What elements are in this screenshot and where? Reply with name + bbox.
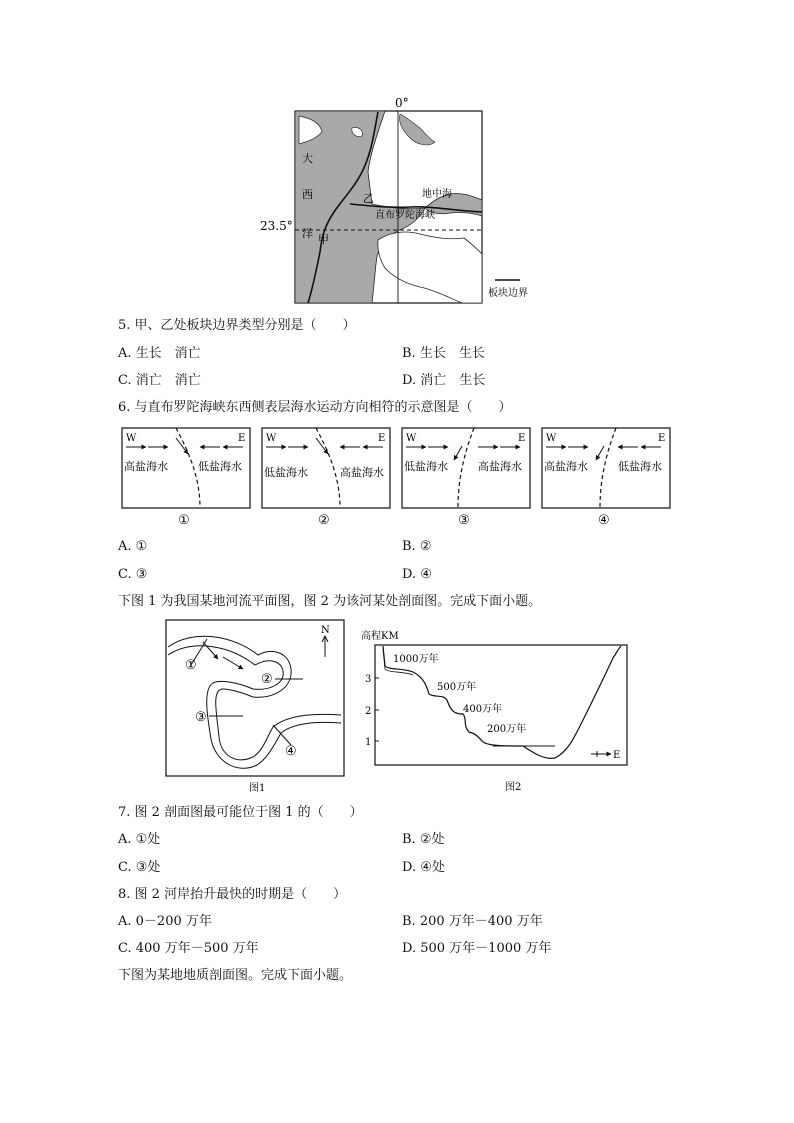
fig1-caption: 图1 bbox=[249, 783, 266, 794]
q7-option-d[interactable]: D. ④处 bbox=[402, 860, 445, 875]
q8-option-b[interactable]: B. 200 万年－400 万年 bbox=[402, 914, 543, 929]
panel2-w: W bbox=[266, 433, 277, 444]
panel4-right: 低盐海水 bbox=[618, 460, 662, 473]
panel1-left: 高盐海水 bbox=[124, 460, 168, 473]
q6-option-c[interactable]: C. ③ bbox=[118, 567, 148, 582]
q5-stem: 5. 甲、乙处板块边界类型分别是（ ） bbox=[118, 318, 356, 333]
panel2-num: ② bbox=[318, 513, 330, 528]
panel1-e: E bbox=[238, 433, 246, 444]
panel3-right: 高盐海水 bbox=[478, 460, 522, 473]
terrace-200: 200万年 bbox=[487, 724, 527, 735]
marker-2: ② bbox=[261, 672, 273, 687]
panel2-left: 低盐海水 bbox=[264, 466, 308, 479]
panel1-w: W bbox=[126, 433, 137, 444]
east-label: E bbox=[613, 750, 621, 761]
panel2-right: 高盐海水 bbox=[340, 466, 384, 479]
q8-stem: 8. 图 2 河岸抬升最快的时期是（ ） bbox=[118, 887, 347, 902]
panel1-num: ① bbox=[178, 513, 190, 528]
panel3-num: ③ bbox=[458, 513, 470, 528]
ocean-char-2: 西 bbox=[302, 188, 313, 201]
latitude-label: 23.5° bbox=[260, 219, 293, 233]
panel4-e: E bbox=[658, 433, 666, 444]
q8-option-d[interactable]: D. 500 万年－1000 万年 bbox=[402, 941, 552, 956]
river-plan-figure bbox=[163, 617, 348, 795]
river-profile-figure bbox=[355, 628, 635, 796]
marker-3: ③ bbox=[195, 710, 207, 725]
plate-boundary-map bbox=[250, 92, 550, 312]
q8-option-a[interactable]: A. 0－200 万年 bbox=[118, 914, 212, 929]
panel4-left: 高盐海水 bbox=[544, 460, 588, 473]
q5-option-b[interactable]: B. 生长 生长 bbox=[402, 346, 485, 361]
q7-stem: 7. 图 2 剖面图最可能位于图 1 的（ ） bbox=[118, 805, 363, 820]
terrace-1000: 1000万年 bbox=[393, 654, 439, 665]
q6-panel-3 bbox=[402, 428, 530, 528]
marker-1: ① bbox=[185, 658, 197, 673]
q8-option-c[interactable]: C. 400 万年－500 万年 bbox=[118, 941, 259, 956]
geology-intro: 下图为某地地质剖面图。完成下面小题。 bbox=[118, 968, 353, 983]
panel4-w: W bbox=[546, 433, 557, 444]
terrace-500: 500万年 bbox=[437, 682, 477, 693]
q7-option-c[interactable]: C. ③处 bbox=[118, 860, 161, 875]
marker-4: ④ bbox=[285, 744, 297, 759]
ocean-char-1: 大 bbox=[302, 152, 313, 165]
q5-option-a[interactable]: A. 生长 消亡 bbox=[118, 346, 201, 361]
q6-panels bbox=[118, 424, 678, 534]
panel3-w: W bbox=[406, 433, 417, 444]
longitude-label: 0° bbox=[395, 96, 409, 110]
ytick-3: 3 bbox=[365, 674, 372, 685]
panel3-e: E bbox=[518, 433, 526, 444]
panel1-right: 低盐海水 bbox=[198, 460, 242, 473]
label-yi: 乙 bbox=[363, 192, 374, 205]
fig2-ylabel: 高程KM bbox=[361, 631, 399, 642]
q6-option-d[interactable]: D. ④ bbox=[402, 567, 432, 582]
q6-panel-1 bbox=[122, 428, 250, 528]
river-intro: 下图 1 为我国某地河流平面图，图 2 为该河某处剖面图。完成下面小题。 bbox=[118, 594, 542, 609]
q5-option-d[interactable]: D. 消亡 生长 bbox=[402, 373, 486, 388]
q7-option-b[interactable]: B. ②处 bbox=[402, 832, 445, 847]
fig2-caption: 图2 bbox=[505, 782, 522, 793]
panel2-e: E bbox=[378, 433, 386, 444]
q7-option-a[interactable]: A. ①处 bbox=[118, 832, 161, 847]
q6-option-b[interactable]: B. ② bbox=[402, 539, 432, 554]
q6-option-a[interactable]: A. ① bbox=[118, 539, 148, 554]
ytick-2: 2 bbox=[365, 706, 372, 717]
label-jia: 甲 bbox=[318, 233, 329, 246]
q6-stem: 6. 与直布罗陀海峡东西侧表层海水运动方向相符的示意图是（ ） bbox=[118, 400, 512, 415]
panel4-num: ④ bbox=[598, 513, 610, 528]
legend-label: 板块边界 bbox=[488, 288, 528, 299]
panel3-left: 低盐海水 bbox=[404, 460, 448, 473]
terrace-400: 400万年 bbox=[463, 704, 503, 715]
north-label: N bbox=[321, 625, 330, 636]
q6-panel-2 bbox=[262, 428, 390, 528]
q6-panel-4 bbox=[542, 428, 670, 528]
ytick-1: 1 bbox=[365, 737, 372, 748]
q5-option-c[interactable]: C. 消亡 消亡 bbox=[118, 373, 201, 388]
sea-label: 地中海 bbox=[422, 189, 452, 200]
strait-label: 直布罗陀海峡 bbox=[375, 210, 435, 221]
ocean-char-3: 洋 bbox=[302, 227, 313, 240]
